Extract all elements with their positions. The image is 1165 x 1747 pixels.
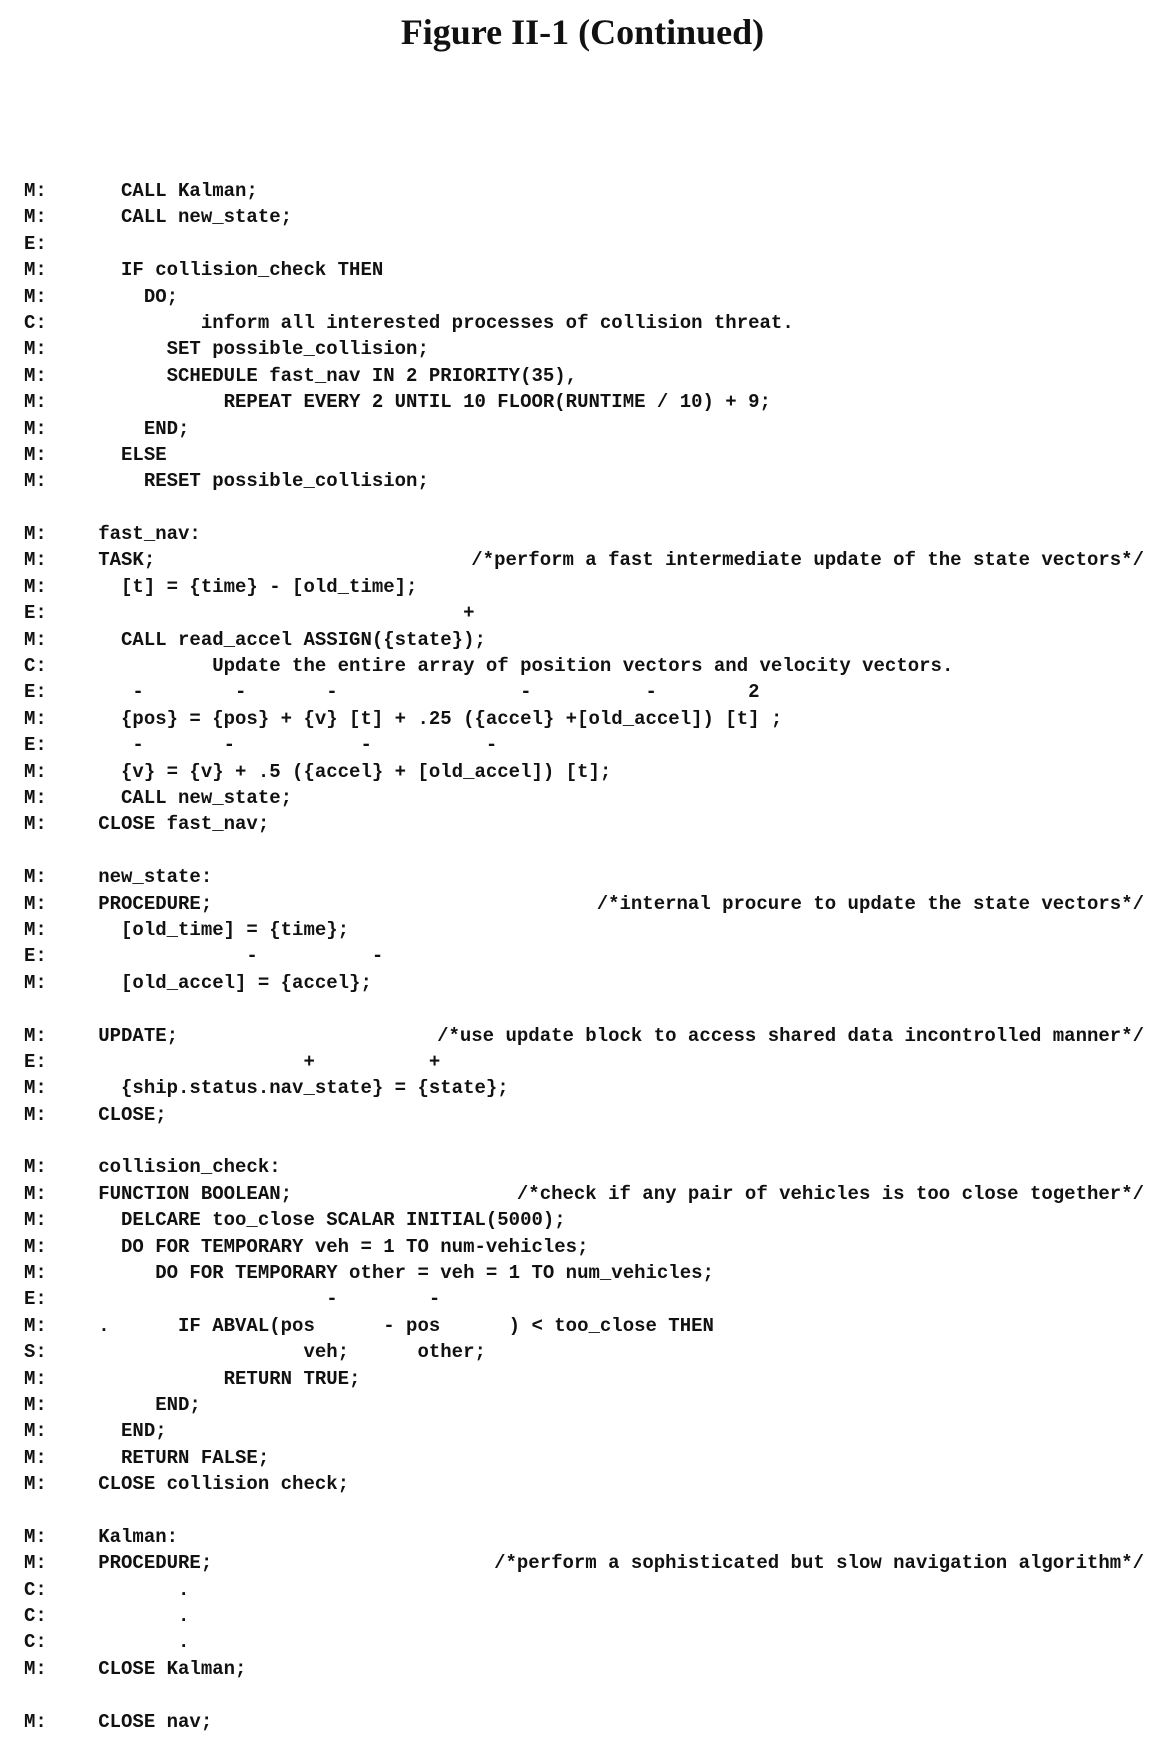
code-line (24, 1049, 1144, 1075)
code-line (24, 1366, 1144, 1392)
line-code: CLOSE Kalman; (64, 1657, 247, 1680)
code-line (24, 1075, 1144, 1101)
line-tag: M: (24, 1103, 47, 1126)
line-tag: M: (24, 1367, 47, 1390)
line-tag: M: (24, 470, 47, 493)
code-line (24, 468, 1144, 494)
code-line (24, 1577, 1144, 1603)
line-tag: M: (24, 628, 47, 651)
line-tag: M: (24, 206, 47, 229)
line-tag: M: (24, 760, 47, 783)
line-code: END; (64, 417, 190, 440)
line-tag: E: (24, 602, 47, 625)
code-line (24, 231, 1144, 257)
line-tag: M: (24, 1657, 47, 1680)
code-line (24, 363, 1144, 389)
line-tag: M: (24, 1182, 47, 1205)
line-code: Kalman: (64, 1525, 179, 1548)
line-code: DO FOR TEMPORARY other = veh = 1 TO num_vehicles; (64, 1262, 714, 1285)
line-tag: E: (24, 945, 47, 968)
code-line (24, 706, 1144, 732)
code-line (24, 257, 1144, 283)
code-line (24, 785, 1144, 811)
line-tag: E: (24, 232, 47, 255)
line-code: CLOSE collision check; (64, 1473, 350, 1496)
line-tag: M: (24, 549, 47, 572)
line-code: ELSE (64, 443, 167, 466)
code-line (24, 1023, 1144, 1049)
line-code: - - (64, 1288, 441, 1311)
line-tag: C: (24, 1605, 47, 1628)
line-code: RESET possible_collision; (64, 470, 429, 493)
line-comment: /*use update block to access shared data incontrolled manner*/ (437, 1024, 1144, 1047)
code-line (24, 1313, 1144, 1339)
line-code: [t] = {time} - [old_time]; (64, 575, 418, 598)
line-code: PROCEDURE; (64, 1552, 213, 1575)
line-code: PROCEDURE; (64, 892, 213, 915)
line-tag: M: (24, 1156, 47, 1179)
line-tag: M: (24, 1552, 47, 1575)
code-line (24, 521, 1144, 547)
line-tag: M: (24, 1077, 47, 1100)
line-code: veh; other; (64, 1341, 486, 1364)
blank-line (24, 1128, 1144, 1154)
line-code: . IF ABVAL(pos - pos ) < too_close THEN (64, 1314, 714, 1337)
code-line (24, 1603, 1144, 1629)
line-code: {pos} = {pos} + {v} [t] + .25 ({accel} +[old_accel]) [t] ; (64, 707, 783, 730)
line-tag: M: (24, 180, 47, 202)
line-tag: C: (24, 655, 47, 678)
line-tag: M: (24, 1235, 47, 1258)
code-line (24, 1471, 1144, 1497)
line-code: FUNCTION BOOLEAN; (64, 1182, 293, 1205)
line-code: IF collision_check THEN (64, 259, 384, 282)
line-code: new_state: (64, 866, 213, 889)
code-line (24, 1102, 1144, 1128)
code-line (24, 1181, 1144, 1207)
code-line (24, 1550, 1144, 1576)
line-code: - - - - (64, 734, 498, 757)
line-tag: E: (24, 1050, 47, 1073)
code-line (24, 389, 1144, 415)
line-code: fast_nav: (64, 523, 201, 546)
code-line (24, 811, 1144, 837)
line-tag: E: (24, 681, 47, 704)
line-tag: M: (24, 971, 47, 994)
figure-title: Figure II-1 (Continued) (400, 12, 765, 52)
line-tag: M: (24, 1024, 47, 1047)
code-line (24, 284, 1144, 310)
code-line (24, 970, 1144, 996)
line-code: . (64, 1631, 190, 1654)
line-tag: S: (24, 1341, 47, 1364)
line-code: DELCARE too_close SCALAR INITIAL(5000); (64, 1209, 566, 1232)
line-comment: /*internal procure to update the state vectors*/ (596, 892, 1144, 915)
code-line (24, 653, 1144, 679)
line-code: RETURN TRUE; (64, 1367, 361, 1390)
blank-line (24, 1498, 1144, 1524)
code-line (24, 864, 1144, 890)
line-tag: E: (24, 1288, 47, 1311)
line-tag: M: (24, 443, 47, 466)
line-code: [old_accel] = {accel}; (64, 971, 372, 994)
code-line (24, 442, 1144, 468)
code-line (24, 1339, 1144, 1365)
line-tag: E: (24, 734, 47, 757)
code-line (24, 1234, 1144, 1260)
line-tag: M: (24, 1525, 47, 1548)
line-tag: M: (24, 866, 47, 889)
line-code: [old_time] = {time}; (64, 918, 350, 941)
line-tag: M: (24, 1473, 47, 1496)
line-code: + (64, 602, 475, 625)
code-line (24, 891, 1144, 917)
line-tag: M: (24, 285, 47, 308)
code-line (24, 679, 1144, 705)
code-line (24, 600, 1144, 626)
line-code: . (64, 1605, 190, 1628)
code-line (24, 204, 1144, 230)
line-comment: /*check if any pair of vehicles is too close together*/ (516, 1182, 1144, 1205)
line-code: SCHEDULE fast_nav IN 2 PRIORITY(35), (64, 364, 578, 387)
line-code: + + (64, 1050, 441, 1073)
line-tag: M: (24, 391, 47, 414)
line-tag: M: (24, 1420, 47, 1443)
line-code: CALL new_state; (64, 206, 293, 229)
line-code: CLOSE nav; (64, 1710, 213, 1733)
code-line (24, 1392, 1144, 1418)
code-line (24, 1418, 1144, 1444)
line-code: UPDATE; (64, 1024, 179, 1047)
code-line (24, 1286, 1144, 1312)
line-code: inform all interested processes of collision threat. (64, 311, 794, 334)
code-line (24, 310, 1144, 336)
line-code: collision_check: (64, 1156, 281, 1179)
code-line (24, 336, 1144, 362)
code-line (24, 943, 1144, 969)
line-code: DO; (64, 285, 179, 308)
line-tag: M: (24, 575, 47, 598)
blank-line (24, 495, 1144, 521)
code-line (24, 178, 1144, 204)
line-code: TASK; (64, 549, 156, 572)
line-code: . (64, 1578, 190, 1601)
code-line (24, 1154, 1144, 1180)
line-code: CALL new_state; (64, 786, 293, 809)
line-tag: M: (24, 1393, 47, 1416)
line-tag: M: (24, 1262, 47, 1285)
line-tag: C: (24, 311, 47, 334)
line-tag: M: (24, 1209, 47, 1232)
line-code: RETURN FALSE; (64, 1446, 270, 1469)
line-code: CALL Kalman; (64, 180, 258, 202)
line-code: CLOSE; (64, 1103, 167, 1126)
line-tag: C: (24, 1631, 47, 1654)
line-tag: C: (24, 1578, 47, 1601)
line-code: END; (64, 1393, 201, 1416)
line-code: - - (64, 945, 384, 968)
code-line (24, 627, 1144, 653)
code-line (24, 547, 1144, 573)
code-line (24, 759, 1144, 785)
line-code: CALL read_accel ASSIGN({state}); (64, 628, 486, 651)
line-code: Update the entire array of position vectors and velocity vectors. (64, 655, 954, 678)
code-line (24, 1656, 1144, 1682)
line-code: SET possible_collision; (64, 338, 429, 361)
line-comment: /*perform a fast intermediate update of the state vectors*/ (471, 549, 1144, 572)
code-line (24, 917, 1144, 943)
line-tag: M: (24, 786, 47, 809)
line-tag: M: (24, 707, 47, 730)
line-tag: M: (24, 892, 47, 915)
code-line (24, 1445, 1144, 1471)
line-code: - - - - - 2 (64, 681, 760, 704)
code-line (24, 1709, 1144, 1735)
code-line (24, 574, 1144, 600)
blank-line (24, 996, 1144, 1022)
line-tag: M: (24, 1314, 47, 1337)
line-tag: M: (24, 417, 47, 440)
line-comment: /*perform a sophisticated but slow navigation algorithm*/ (494, 1552, 1144, 1575)
line-code: DO FOR TEMPORARY veh = 1 TO num-vehicles; (64, 1235, 589, 1258)
code-line (24, 1260, 1144, 1286)
code-line (24, 1629, 1144, 1655)
line-tag: M: (24, 1446, 47, 1469)
line-tag: M: (24, 523, 47, 546)
code-listing (24, 178, 1144, 1735)
line-code: END; (64, 1420, 167, 1443)
line-tag: M: (24, 918, 47, 941)
code-line (24, 1207, 1144, 1233)
line-tag: M: (24, 1710, 47, 1733)
line-code: {v} = {v} + .5 ({accel} + [old_accel]) [t]; (64, 760, 612, 783)
code-line (24, 1524, 1144, 1550)
line-code: REPEAT EVERY 2 UNTIL 10 FLOOR(RUNTIME / 10) + 9; (64, 391, 771, 414)
line-tag: M: (24, 259, 47, 282)
line-code: CLOSE fast_nav; (64, 813, 270, 836)
line-code: {ship.status.nav_state} = {state}; (64, 1077, 509, 1100)
line-tag: M: (24, 813, 47, 836)
code-line (24, 416, 1144, 442)
line-tag: M: (24, 338, 47, 361)
code-line (24, 732, 1144, 758)
line-tag: M: (24, 364, 47, 387)
blank-line (24, 1682, 1144, 1708)
blank-line (24, 838, 1144, 864)
